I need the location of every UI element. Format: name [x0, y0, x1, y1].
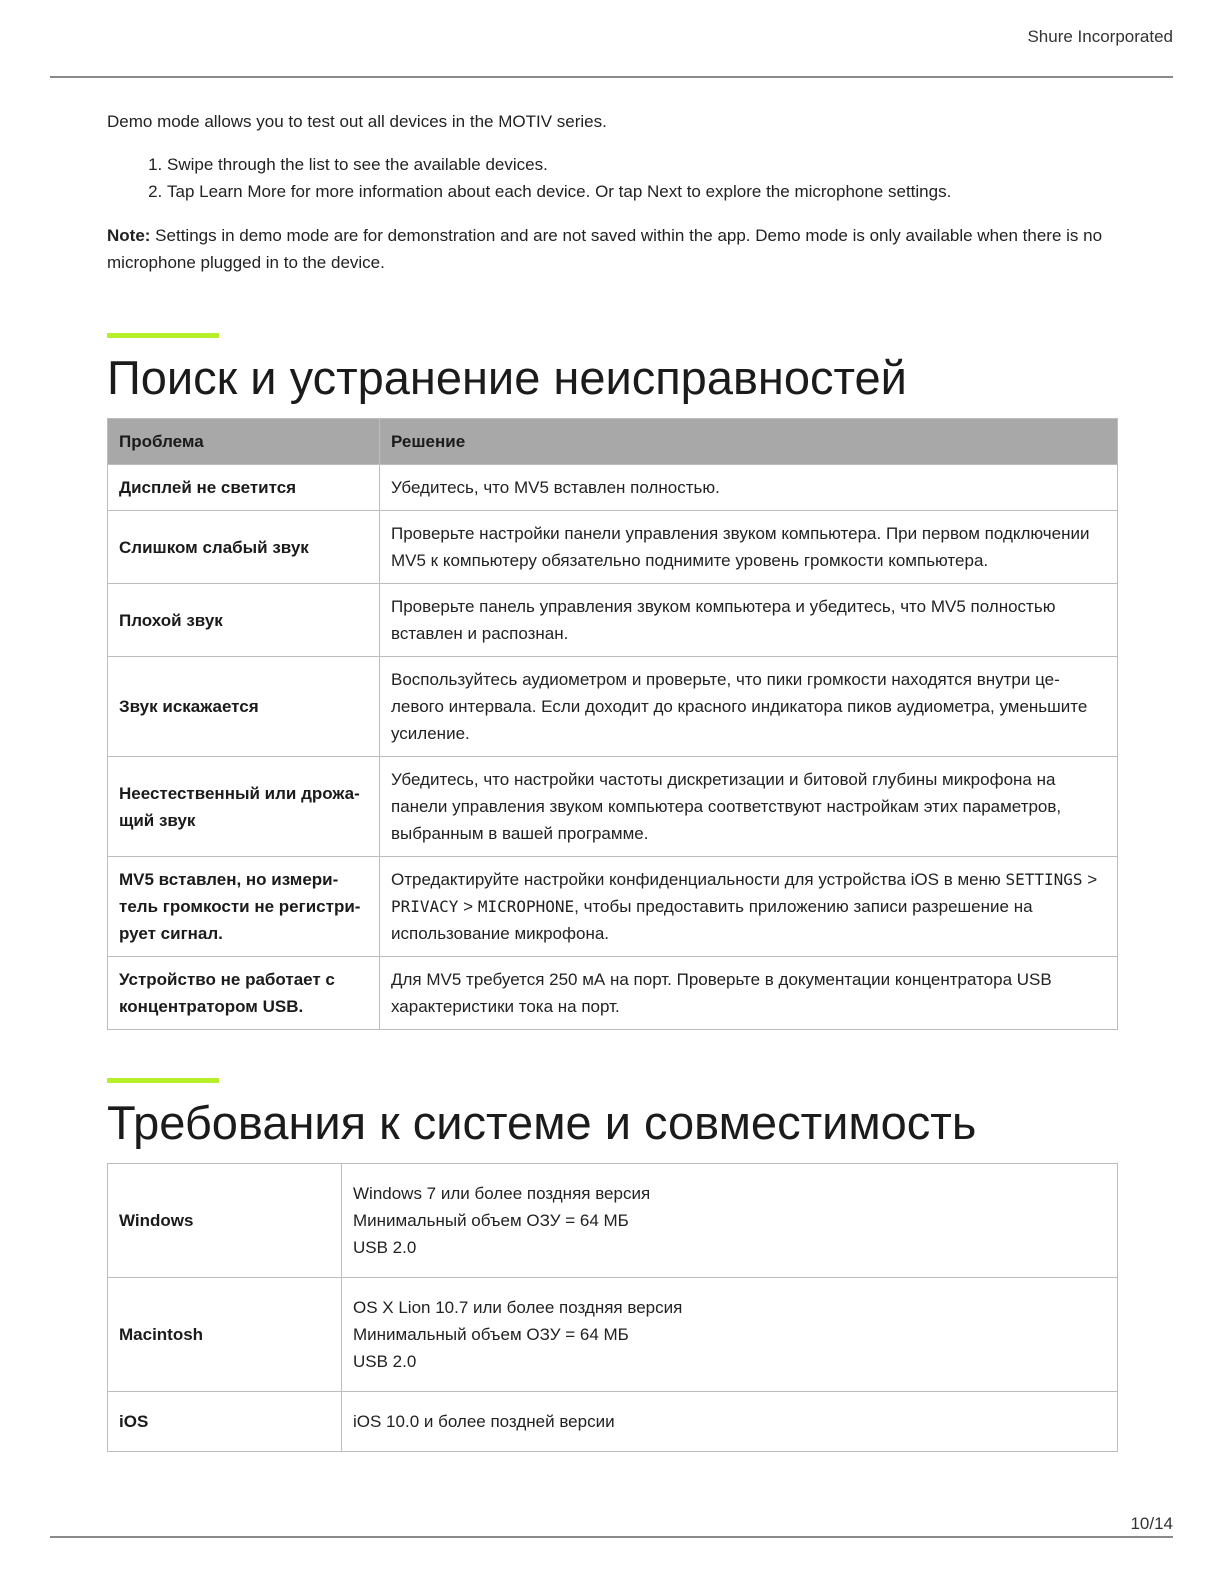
list-item: 1. Swipe through the list to see the available devices.	[167, 151, 1117, 178]
menu-separator: >	[1082, 870, 1098, 889]
note-label: Note:	[107, 226, 151, 245]
accent-bar	[107, 333, 219, 338]
solution-text: , чтобы предоставить приложению записи разрешение на использование микрофона.	[391, 897, 1033, 943]
table-row	[108, 584, 1118, 657]
table-row	[108, 465, 1118, 511]
section-title: Поиск и устранение неисправностей	[107, 351, 907, 404]
requirement-line: Минимальный объем ОЗУ = 64 МБ	[353, 1211, 629, 1230]
problem-cell: Устройство не работает с концентратором USB.	[108, 957, 380, 1030]
requirements-cell	[342, 1392, 1118, 1452]
requirement-line: Минимальный объем ОЗУ = 64 МБ	[353, 1325, 629, 1344]
requirement-line: USB 2.0	[353, 1238, 417, 1257]
solution-cell: Убедитесь, что настройки частоты дискретизации и битовой глубины микрофона на панели управления звуком компьютера соответствуют настройкам этих параметров, выбранным в вашей программе.	[380, 757, 1118, 857]
table-row	[108, 1164, 1118, 1278]
table-row	[108, 1278, 1118, 1392]
platform-cell: Macintosh	[108, 1278, 342, 1392]
table-row	[108, 857, 1118, 957]
solution-cell	[380, 857, 1118, 957]
requirement-line: USB 2.0	[353, 1352, 417, 1371]
requirements-table	[107, 1163, 1118, 1452]
accent-bar	[107, 1078, 219, 1083]
table-row	[108, 511, 1118, 584]
column-header-problem: Проблема	[108, 419, 380, 465]
requirement-line: OS X Lion 10.7 или более поздняя версия	[353, 1298, 683, 1317]
page-number: 10/14	[1130, 1514, 1173, 1533]
menu-separator: >	[458, 897, 478, 916]
problem-cell: Неестественный или дрожащий звук	[108, 757, 380, 857]
solution-text: Отредактируйте настройки конфиденциальности для устройства iOS в меню	[391, 870, 1006, 889]
troubleshooting-table	[107, 418, 1118, 1030]
section-title: Требования к системе и совместимость	[107, 1096, 977, 1149]
steps-list	[107, 151, 1117, 205]
intro-section	[107, 108, 1117, 276]
problem-cell: Звук искажается	[108, 657, 380, 757]
table-header-row	[108, 419, 1118, 465]
platform-cell: iOS	[108, 1392, 342, 1452]
solution-cell: Убедитесь, что MV5 вставлен полностью.	[380, 465, 1118, 511]
company-name: Shure Incorporated	[1027, 27, 1173, 46]
column-header-solution: Решение	[380, 419, 1118, 465]
problem-cell: Плохой звук	[108, 584, 380, 657]
requirement-line: Windows 7 или более поздняя версия	[353, 1184, 651, 1203]
footer-divider	[50, 1536, 1173, 1538]
requirements-section	[107, 1078, 1117, 1452]
solution-cell: Проверьте настройки панели управления звуком компьютера. При первом подключении MV5 к компьютеру обязательно поднимите уровень громкости компьютера.	[380, 511, 1118, 584]
menu-path-settings: SETTINGS	[1005, 870, 1083, 889]
solution-cell: Воспользуйтесь аудиометром и проверьте, что пики громкости находятся внутри целевого интервала. Если доходит до красного индикатора пиков аудиометра, уменьшите усиление.	[380, 657, 1118, 757]
menu-path-microphone: MICROPHONE	[477, 897, 575, 916]
menu-path-privacy: PRIVACY	[391, 897, 459, 916]
note-text: Settings in demo mode are for demonstration and are not saved within the app. Demo mode is only available when there is no microphone plugged in to the device.	[107, 226, 1103, 272]
platform-cell: Windows	[108, 1164, 342, 1278]
requirements-cell	[342, 1278, 1118, 1392]
table-row	[108, 757, 1118, 857]
table-row	[108, 1392, 1118, 1452]
note-paragraph	[107, 222, 1117, 276]
solution-cell: Проверьте панель управления звуком компьютера и убедитесь, что MV5 полностью вставлен и распознан.	[380, 584, 1118, 657]
header-divider	[50, 76, 1173, 78]
list-item: 2. Tap Learn More for more information about each device. Or tap Next to explore the microphone settings.	[167, 178, 1117, 205]
requirement-line: iOS 10.0 и более поздней версии	[353, 1412, 615, 1431]
intro-paragraph: Demo mode allows you to test out all devices in the MOTIV series.	[107, 112, 607, 131]
table-row	[108, 657, 1118, 757]
problem-cell: Дисплей не светится	[108, 465, 380, 511]
solution-cell: Для MV5 требуется 250 мА на порт. Проверьте в документации концентратора USB характеристики тока на порт.	[380, 957, 1118, 1030]
table-row	[108, 957, 1118, 1030]
requirements-cell	[342, 1164, 1118, 1278]
problem-cell: MV5 вставлен, но измеритель громкости не регистрирует сигнал.	[108, 857, 380, 957]
problem-cell: Слишком слабый звук	[108, 511, 380, 584]
troubleshooting-section	[107, 333, 1117, 1030]
